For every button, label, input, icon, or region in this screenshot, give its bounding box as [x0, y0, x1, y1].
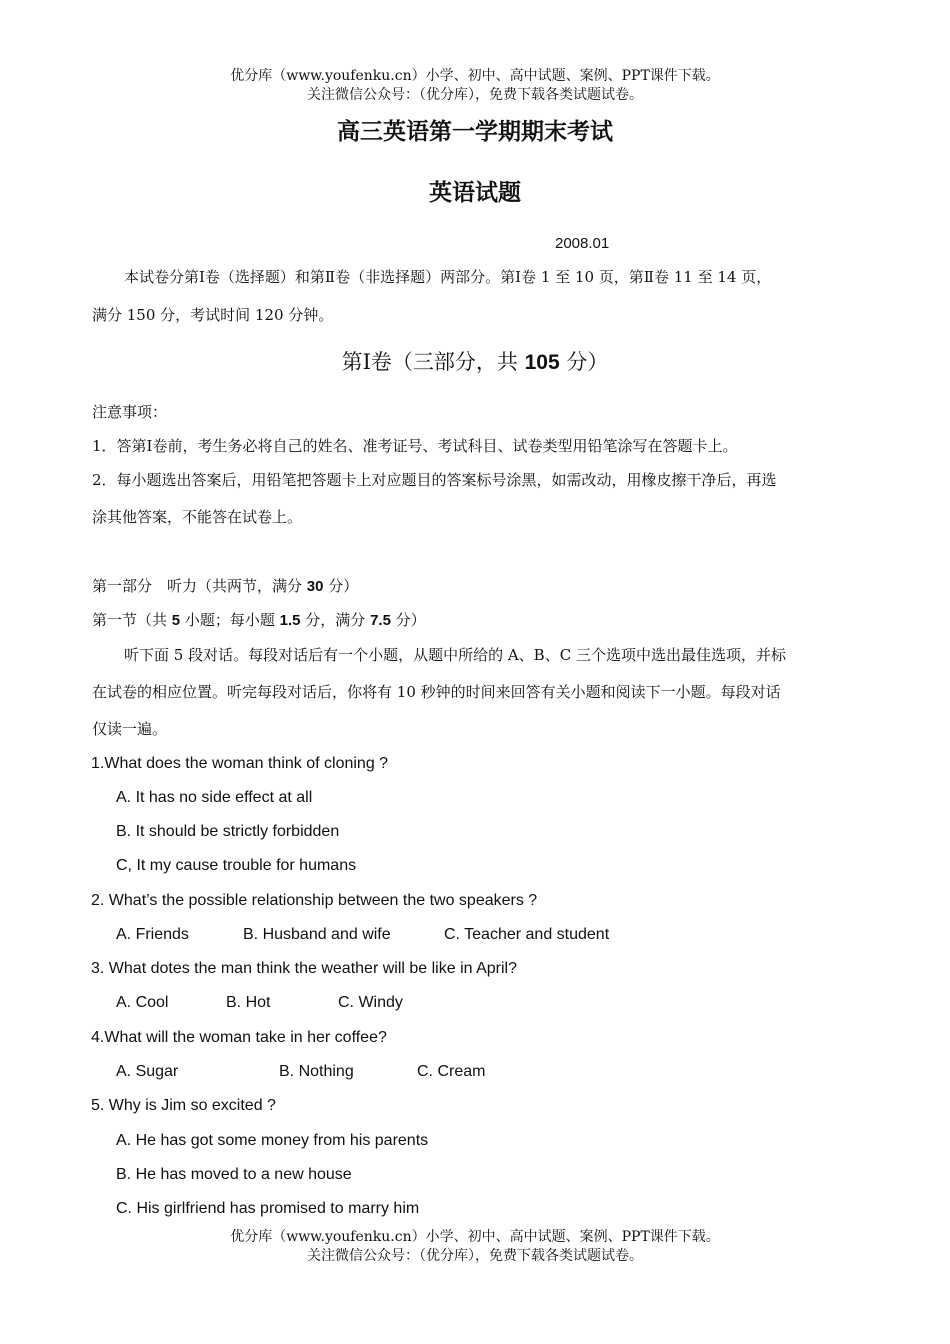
- question-3: 3. What dotes the man think the weather will be like in April?: [91, 960, 517, 977]
- part1-post: 分）: [323, 577, 359, 595]
- question-1-option-b: B. It should be strictly forbidden: [116, 823, 340, 840]
- instructions-line-2: 在试卷的相应位置。听完每段对话后，你将有 10 秒钟的时间来回答有关小题和阅读下一小题。每段对话: [92, 683, 781, 701]
- part1-pre: 第一部分 听力（共两节，满分: [92, 577, 307, 595]
- part1-heading: [92, 576, 358, 597]
- question-3-option-a: A. Cool: [116, 994, 169, 1011]
- question-4-option-b: B. Nothing: [279, 1063, 354, 1080]
- intro-line-2: 满分 150 分，考试时间 120 分钟。: [92, 306, 334, 324]
- section1-total: 7.5: [370, 612, 391, 629]
- question-5-option-c: C. His girlfriend has promised to marry him: [116, 1200, 420, 1217]
- volume-heading-score: 105: [524, 351, 560, 374]
- section1-count: 5: [171, 612, 181, 629]
- footer-line-2: 关注微信公众号：（优分库），免费下载各类试题试卷。: [307, 1248, 643, 1264]
- question-3-option-b: B. Hot: [226, 994, 271, 1011]
- volume-heading: [0, 348, 950, 377]
- question-4: 4.What will the woman take in her coffee?: [91, 1029, 387, 1046]
- section1-post: 分）: [390, 611, 426, 629]
- question-4-option-a: A. Sugar: [116, 1063, 179, 1080]
- question-2-option-b: B. Husband and wife: [243, 926, 391, 943]
- header-line-2: 关注微信公众号：（优分库），免费下载各类试题试卷。: [307, 87, 643, 103]
- footer-line-1: 优分库（www.youfenku.cn）小学、初中、高中试题、案例、PPT课件下载。: [230, 1229, 720, 1245]
- note-2-line-2: 涂其他答案，不能答在试卷上。: [92, 508, 303, 526]
- section1-mid1: 小题；每小题: [180, 611, 280, 629]
- question-2: 2. What’s the possible relationship between the two speakers ?: [91, 892, 538, 909]
- question-4-option-c: C. Cream: [417, 1063, 486, 1080]
- question-5-option-b: B. He has moved to a new house: [116, 1166, 352, 1183]
- notes-label: 注意事项：: [92, 403, 168, 421]
- question-5-option-a: A. He has got some money from his parents: [116, 1132, 429, 1149]
- question-3-option-c: C. Windy: [338, 994, 403, 1011]
- header-line-1: 优分库（www.youfenku.cn）小学、初中、高中试题、案例、PPT课件下载。: [230, 68, 720, 84]
- note-2-line-1: 2．每小题选出答案后，用铅笔把答题卡上对应题目的答案标号涂黑，如需改动，用橡皮擦干净后，再选: [92, 471, 777, 489]
- question-2-option-a: A. Friends: [116, 926, 189, 943]
- exam-title: 高三英语第一学期期末考试: [337, 118, 613, 145]
- note-1: 1．答第Ⅰ卷前，考生务必将自己的姓名、准考证号、考试科目、试卷类型用铅笔涂写在答题卡上。: [92, 437, 738, 455]
- volume-heading-pre: 第Ⅰ卷（三部分，共: [341, 350, 525, 374]
- section1-heading: [92, 610, 426, 631]
- volume-heading-post: 分）: [559, 350, 609, 374]
- part1-score: 30: [306, 578, 324, 595]
- question-1-option-a: A. It has no side effect at all: [116, 789, 313, 806]
- section1-each: 1.5: [279, 612, 301, 629]
- section1-mid2: 分，满分: [300, 611, 371, 629]
- intro-line-1: 本试卷分第Ⅰ卷（选择题）和第Ⅱ卷（非选择题）两部分。第Ⅰ卷 1 至 10 页，第Ⅱ卷 11 至 14 页，: [124, 268, 772, 286]
- question-5: 5. Why is Jim so excited ?: [91, 1097, 276, 1114]
- section1-pre: 第一节（共: [92, 611, 172, 629]
- instructions-line-3: 仅读一遍。: [92, 720, 168, 738]
- exam-subtitle: 英语试题: [429, 179, 521, 206]
- exam-date: 2008.01: [555, 235, 610, 252]
- instructions-line-1: 听下面 5 段对话。每段对话后有一个小题，从题中所给的 A、B、C 三个选项中选出最佳选项，并标: [124, 646, 786, 664]
- question-1-option-c: C, It my cause trouble for humans: [116, 857, 357, 874]
- question-1: 1.What does the woman think of cloning ?: [91, 755, 389, 772]
- question-2-option-c: C. Teacher and student: [444, 926, 610, 943]
